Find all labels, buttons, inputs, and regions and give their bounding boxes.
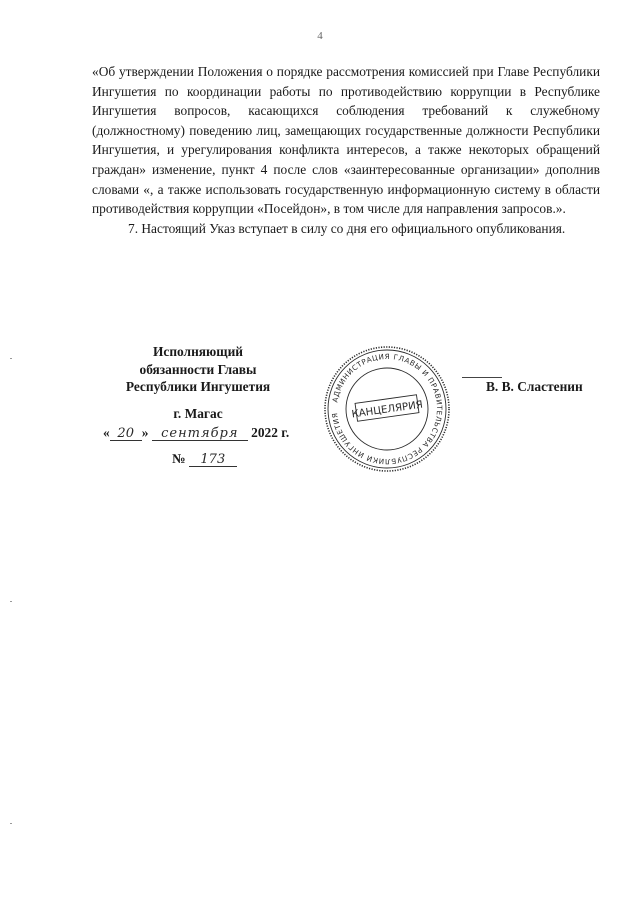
decree-body <box>92 62 600 238</box>
signing-date <box>103 425 289 441</box>
signer-name: В. В. Сластенин <box>486 379 583 394</box>
number-value: 173 <box>189 453 237 467</box>
date-month: сентября <box>152 427 248 441</box>
date-year: 2022 г. <box>251 425 290 440</box>
date-close-quote: » <box>141 425 149 440</box>
number-sign: № <box>172 451 186 466</box>
date-day: 20 <box>110 427 142 441</box>
signer-title-line-2: обязанности Главы <box>139 361 257 377</box>
paragraph-7: 7. Настоящий Указ вступает в силу со дня его официального опубликования. <box>128 220 566 236</box>
official-seal-stamp <box>320 342 454 476</box>
seal-ring-text: АДМИНИСТРАЦИЯ ГЛАВЫ И ПРАВИТЕЛЬСТВА РЕСПУБЛИКИ ИНГУШЕТИЯ <box>330 351 445 467</box>
signer-title-line-1: Исполняющий <box>152 344 244 359</box>
decree-number <box>172 451 237 467</box>
signer-title <box>110 343 286 396</box>
seal-center-text: КАНЦЕЛЯРИЯ <box>350 399 424 421</box>
scan-speck <box>10 358 12 359</box>
date-open-quote: « <box>103 425 110 440</box>
signature-line <box>462 377 502 378</box>
place-of-signing: г. Магас <box>173 406 223 421</box>
signer-title-line-3: Республики Ингушетия <box>125 379 271 394</box>
page-number: 4 <box>317 30 323 42</box>
paragraph-continuation: «Об утверждении Положения о порядке рассмотрения комиссией при Главе Республики Ингушетия по координации работы по противодействию коррупции в Республике Ингушетия вопросов, касающихся соблюдения требований к служебному (должностному) поведению лиц, замещающих государственные должности Республики Ингушетия, и урегулирования конфликта интересов, а также некоторых обращений граждан» изменение, пункт 4 после слов «заинтересованные организации» дополнив словами «, а также использовать государственную информационную систему в области противодействия коррупции «Посейдон», в том числе для направления запросов.». <box>92 64 600 217</box>
scan-speck <box>10 823 12 824</box>
scan-speck <box>10 601 12 602</box>
